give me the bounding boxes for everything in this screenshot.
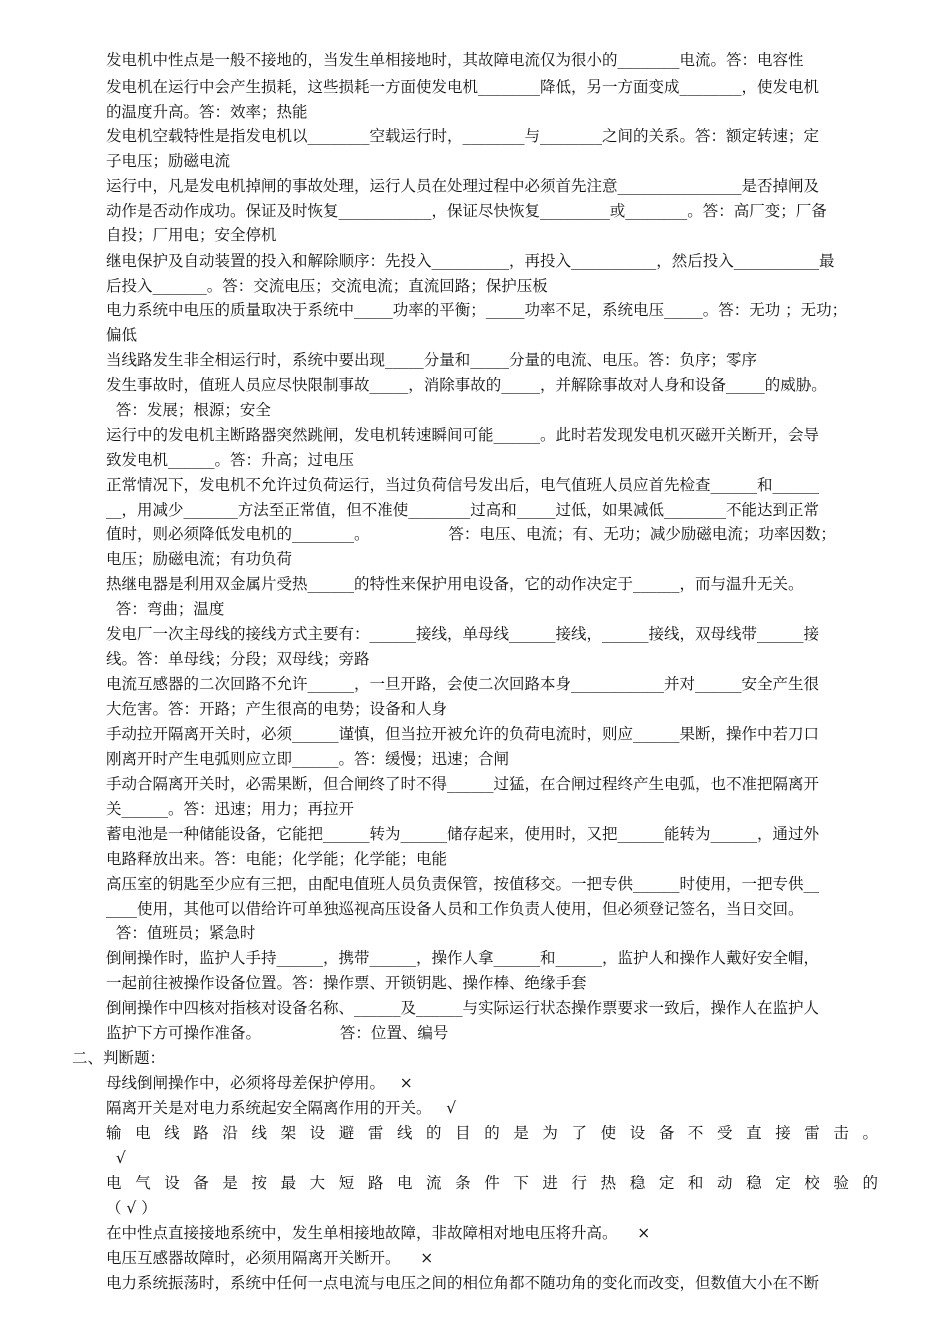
fill-item	[106, 48, 878, 73]
text-line: 偏低	[106, 325, 138, 344]
judgment-item	[106, 1096, 878, 1121]
text-line: 当线路发生非全相运行时，系统中要出现_____分量和_____分量的电流、电压。答：负序；零序	[106, 351, 758, 369]
judgment-item	[106, 1171, 878, 1220]
text-line: 电流互感器的二次回路不允许______，一旦开路，会使二次回路本身____________并对______安全产生很	[106, 675, 820, 693]
text-line: 发生事故时，值班人员应尽快限制事故_____，消除事故的_____，并解除事故对人身和设备_____的威胁。	[106, 376, 827, 394]
fill-item	[106, 373, 878, 422]
text-line: 自投；厂用电；安全停机	[106, 226, 277, 245]
fill-item	[106, 772, 878, 821]
text-line: 监护下方可操作准备。 答：位置、编号	[106, 1023, 449, 1042]
fill-item	[106, 722, 878, 771]
fill-item	[106, 124, 878, 173]
text-line: 刚离开时产生电弧则应立即______。答：缓慢；迅速；合闸	[106, 749, 510, 768]
text-line: 子电压；励磁电流	[106, 151, 231, 170]
fill-item	[106, 622, 878, 671]
text-line: √	[106, 1148, 126, 1167]
text-line: 在中性点直接接地系统中，发生单相接地故障，非故障相对地电压将升高。 ×	[106, 1224, 651, 1242]
fill-item	[106, 473, 878, 571]
text-line: 电力系统中电压的质量取决于系统中_____功率的平衡；_____功率不足，系统电压_____。答：无功 ；无功；	[106, 301, 848, 319]
text-line: 关______。答：迅速；用力；再拉开	[106, 799, 355, 818]
text-line: 热继电器是利用双金属片受热______的特性来保护用电设备，它的动作决定于______，而与温升无关。	[106, 575, 804, 593]
fill-item	[106, 572, 878, 621]
text-line: 答：值班员；紧急时	[106, 924, 256, 943]
text-line: 电力系统振荡时，系统中任何一点电流与电压之间的相位角都不随功角的变化而改变，但数值大小在不断	[106, 1274, 820, 1292]
text-line: （ √ ）	[106, 1198, 157, 1217]
judgment-item	[106, 1071, 878, 1096]
judgment-item	[106, 1221, 878, 1246]
text-line: 手动合隔离开关时，必需果断，但合闸终了时不得______过猛，在合闸过程终产生电弧，也不准把隔离开	[106, 775, 820, 793]
text-line: 线。答：单母线；分段；双母线；旁路	[106, 649, 370, 668]
fill-item	[106, 298, 878, 347]
text-line: 发电厂一次主母线的接线方式主要有：______接线，单母线______接线，______接线，双母线带______接	[106, 625, 820, 643]
fill-item	[106, 872, 878, 946]
text-line: 倒闸操作时，监护人手持______，携带______，操作人拿______和______，监护人和操作人戴好安全帽，	[106, 949, 820, 967]
fill-item	[106, 996, 878, 1045]
text-line: 正常情况下，发电机不允许过负荷运行，当过负荷信号发出后，电气值班人员应首先检查______和______	[106, 476, 820, 494]
text-line: 发电机空载特性是指发电机以________空载运行时，________与________之间的关系。答：额定转速；定	[106, 127, 820, 145]
text-line: 大危害。答：开路；产生很高的电势；设备和人身	[106, 699, 448, 718]
judgment-item	[106, 1271, 878, 1296]
text-line: 一起前往被操作设备位置。答：操作票、开锁钥匙、操作棒、绝缘手套	[106, 973, 587, 992]
text-line: 蓄电池是一种储能设备，它能把______转为______储存起来，使用时，又把______能转为______，通过外	[106, 825, 820, 843]
text-line: 电压互感器故障时，必须用隔离开关断开。 ×	[106, 1249, 434, 1267]
fill-item	[106, 348, 878, 373]
judgment-item	[106, 1246, 878, 1271]
text-line: 值时，则必须降低发电机的________。 答：电压、电流；有、无功；减少励磁电流；功率因数；	[106, 525, 836, 544]
text-line: 电压；励磁电流；有功负荷	[106, 549, 293, 568]
text-line: 高压室的钥匙至少应有三把，由配电值班人员负责保管，按值移交。一把专供______时使用，一把专供__	[106, 875, 820, 893]
text-line: 母线倒闸操作中，必须将母差保护停用。 ×	[106, 1074, 413, 1092]
text-line: 手动拉开隔离开关时，必须______谨慎，但当拉开被允许的负荷电流时，则应______果断，操作中若刀口	[106, 725, 820, 743]
fill-item	[106, 946, 878, 995]
text-line: 电气设备是按最大短路电流条件下进行热稳定和动稳定校验的	[106, 1174, 878, 1192]
text-line: 运行中的发电机主断路器突然跳闸，发电机转速瞬间可能______。此时若发现发电机灭磁开关断开，会导	[106, 426, 820, 444]
text-line: 运行中，凡是发电机掉闸的事故处理，运行人员在处理过程中必须首先注意________________是否掉闸及	[106, 177, 820, 195]
text-line: 发电机中性点是一般不接地的，当发生单相接地时，其故障电流仅为很小的________电流。答：电容性	[106, 51, 804, 69]
text-line: __，用减少_______方法至正常值，但不准使________过高和_____过低，如果减低________不能达到正常	[106, 500, 820, 519]
text-line: 隔离开关是对电力系统起安全隔离作用的开关。 √	[106, 1099, 457, 1117]
section-heading: 二、判断题：	[72, 1049, 166, 1067]
fill-item	[106, 174, 878, 248]
text-line: ____使用，其他可以借给许可单独巡视高压设备人员和工作负责人使用，但必须登记签名，当日交回。	[106, 899, 804, 918]
text-line: 的温度升高。答：效率；热能	[106, 102, 308, 121]
text-line: 电路释放出来。答：电能；化学能；化学能；电能	[106, 849, 448, 868]
text-line: 发电机在运行中会产生损耗，这些损耗一方面使发电机________降低，另一方面变成________，使发电机	[106, 78, 820, 96]
text-line: 答：发展；根源；安全	[106, 400, 271, 419]
fill-item	[106, 249, 878, 298]
text-line: 后投入_______。答：交流电压；交流电流；直流回路；保护压板	[106, 276, 548, 295]
text-line: 倒闸操作中四核对指核对设备名称、______及______与实际运行状态操作票要求一致后，操作人在监护人	[106, 999, 820, 1017]
judgment-item	[106, 1121, 878, 1170]
text-line: 输电线路沿线架设避雷线的目的是为了使设备不受直接雷击。	[106, 1124, 878, 1142]
fill-item	[106, 672, 878, 721]
text-line: 致发电机______。答：升高；过电压	[106, 450, 355, 469]
text-line: 答：弯曲；温度	[106, 599, 225, 618]
fill-item	[106, 75, 878, 124]
text-line: 继电保护及自动装置的投入和解除顺序：先投入__________，再投入___________，然后投入___________最	[106, 252, 835, 270]
text-line: 动作是否动作成功。保证及时恢复____________，保证尽快恢复_________或________。答：高厂变；厂备	[106, 201, 827, 220]
fill-item	[106, 423, 878, 472]
fill-item	[106, 822, 878, 871]
